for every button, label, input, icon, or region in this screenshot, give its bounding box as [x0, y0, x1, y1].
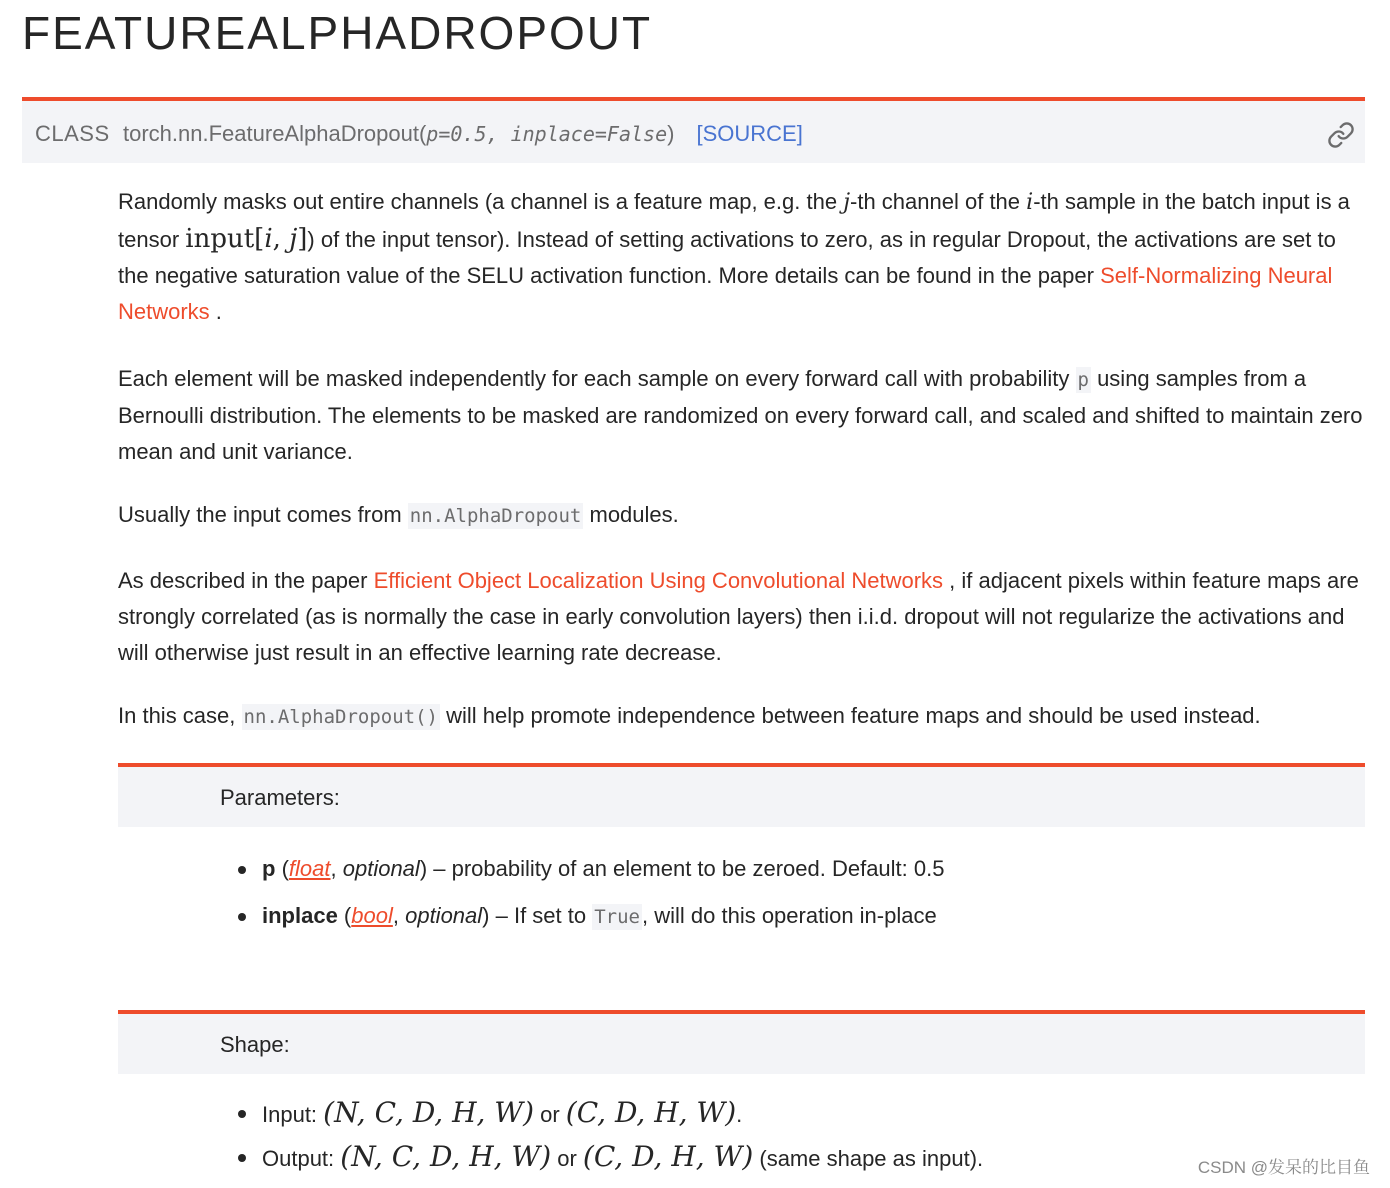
text: -th channel of the: [850, 189, 1027, 214]
inline-code-alphadropout: nn.AlphaDropout: [409, 505, 582, 527]
object-localization-paper-link[interactable]: Efficient Object Localization Using Convolutional Networks: [373, 568, 944, 593]
shape-output-label: Output:: [262, 1146, 341, 1171]
math-i: i: [1026, 190, 1034, 215]
list-item: [238, 851, 944, 887]
description-paragraph-5: [118, 698, 1368, 735]
shape-output-math-5d: (N, C, D, H, W): [340, 1140, 552, 1173]
math-comma: ,: [272, 224, 290, 254]
text: .: [736, 1102, 743, 1127]
param-description: probability of an element to be zeroed. Default: 0.5: [451, 856, 945, 881]
inline-code-true: True: [594, 906, 640, 928]
text: Each element will be masked independently for each sample on every forward call with probability: [118, 366, 1076, 391]
math-j: j: [843, 190, 851, 215]
parameters-heading: Parameters:: [220, 785, 340, 810]
text: ,: [392, 903, 406, 928]
text: ,: [330, 856, 343, 881]
text: ) –: [419, 856, 452, 881]
description-paragraph-2: [118, 361, 1368, 470]
text: In this case,: [118, 703, 242, 728]
text: will help promote independence between feature maps and should be used instead.: [439, 703, 1261, 728]
text: modules.: [583, 502, 679, 527]
inline-code-alphadropout-call: nn.AlphaDropout(): [243, 706, 438, 728]
math-j: j: [289, 224, 298, 254]
text: As described in the paper: [118, 568, 374, 593]
math-bracket: ]: [297, 224, 308, 254]
param-optional: optional: [342, 856, 420, 881]
param-type-link[interactable]: bool: [351, 903, 393, 928]
text: Usually the input comes from: [118, 502, 408, 527]
param-optional: optional: [405, 903, 483, 928]
selu-paper-link[interactable]: Self-Normalizing Neural Networks: [118, 263, 1333, 324]
shape-section-header: [118, 1010, 1365, 1074]
param-description: If set to: [513, 903, 593, 928]
math-bracket: [: [254, 224, 265, 254]
text: Randomly masks out entire channels (a channel is a feature map, e.g. the: [118, 189, 844, 214]
shape-heading: Shape:: [220, 1032, 290, 1057]
text: (: [275, 856, 289, 881]
csdn-watermark: CSDN @发呆的比目鱼: [1197, 1158, 1370, 1177]
shape-list: [238, 1095, 983, 1188]
math-i: i: [264, 224, 273, 254]
param-description: , will do this operation in-place: [642, 903, 937, 928]
text: .: [209, 299, 222, 324]
class-name-line: torch.nn.FeatureAlphaDropout(p=0.5, inplace=False) [SOURCE]: [123, 121, 803, 146]
class-params: p=0.5, inplace=False: [426, 122, 668, 146]
text: (same shape as input).: [753, 1146, 984, 1171]
text: -th sample in the batch input is a tensor: [118, 189, 1350, 252]
shape-input-label: Input:: [262, 1102, 324, 1127]
shape-input-math-4d: (C, D, H, W): [565, 1096, 737, 1129]
param-type-link[interactable]: float: [288, 856, 331, 881]
description-paragraph-1: [118, 184, 1368, 330]
list-item: [238, 1095, 983, 1133]
shape-output-math-4d: (C, D, H, W): [582, 1140, 754, 1173]
parameters-list: [238, 851, 944, 946]
source-link[interactable]: [SOURCE]: [696, 121, 803, 146]
page-title: FEATUREALPHADROPOUT: [22, 7, 653, 59]
math-input: input: [185, 224, 255, 254]
description-paragraph-3: [118, 497, 1368, 534]
list-item: [238, 1139, 983, 1177]
class-name: torch.nn.FeatureAlphaDropout: [123, 121, 419, 146]
text: (: [337, 903, 352, 928]
parameters-section-header: [118, 763, 1365, 827]
inline-code-p: p: [1077, 369, 1089, 391]
class-signature: [22, 97, 1365, 163]
text: using samples from a Bernoulli distribution. The elements to be masked are randomized on every forward call, and scaled and shifted to maintain zero mean and unit variance.: [118, 366, 1363, 464]
class-keyword: CLASS: [35, 121, 110, 146]
shape-input-math-5d: (N, C, D, H, W): [323, 1096, 534, 1129]
text: or: [534, 1102, 566, 1127]
text: or: [551, 1146, 583, 1171]
list-item: [238, 898, 944, 935]
description-paragraph-4: [118, 563, 1368, 671]
permalink-icon[interactable]: [1327, 121, 1355, 155]
param-name: p: [262, 856, 276, 881]
text: , if adjacent pixels within feature maps are strongly correlated (as is normally the case in early convolution layers) then i.i.d. dropout will not regularize the activations and will otherwise just result in an effective learning rate decrease.: [118, 568, 1359, 665]
text: ) –: [482, 903, 514, 928]
text: ) of the input tensor). Instead of setting activations to zero, as in regular Dropout, the activations are set to the negative saturation value of the SELU activation function. More details can be found in the paper: [118, 227, 1336, 288]
param-name: inplace: [262, 903, 338, 928]
